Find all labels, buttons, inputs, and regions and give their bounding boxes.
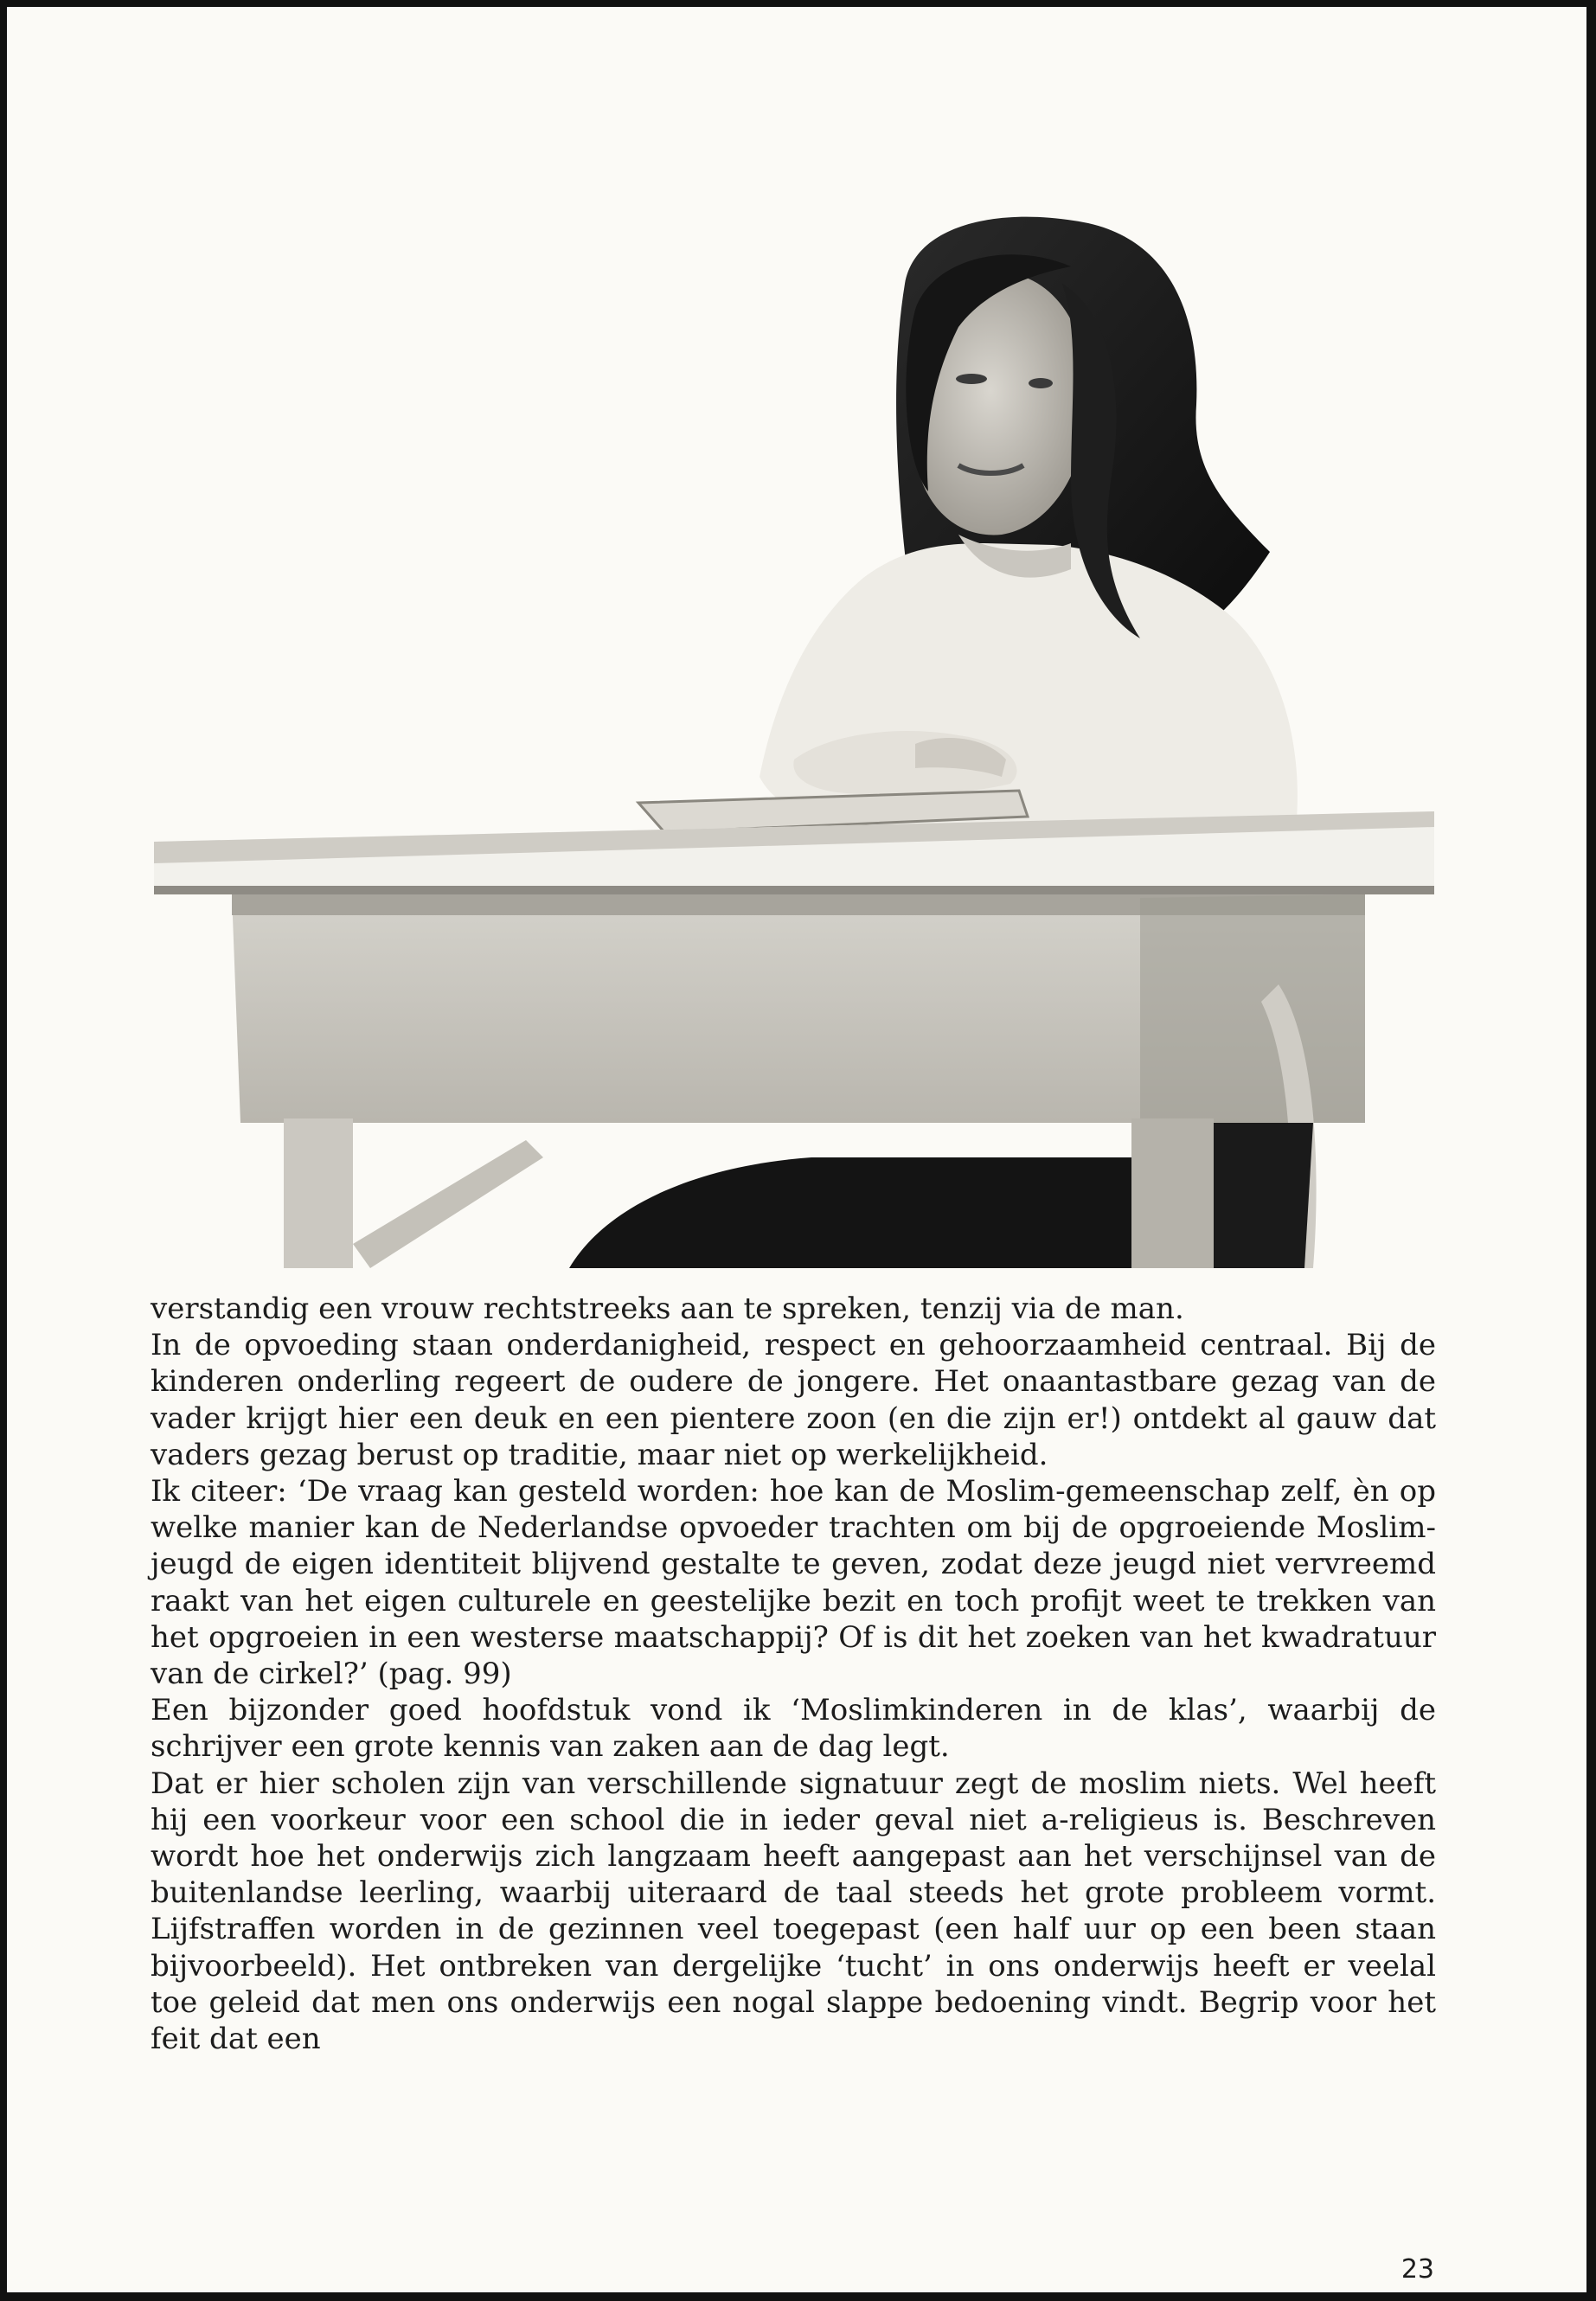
paragraph: Een bijzonder goed hoofdstuk vond ik ‘Moslimkinderen in de klas’, waarbij de schrijver een grote kennis van zaken aan de dag legt. <box>151 1693 1436 1765</box>
book-page <box>7 7 1586 2292</box>
desk-leg <box>284 1118 353 1268</box>
page-number: 23 <box>1401 2254 1434 2285</box>
paragraph: verstandig een vrouw rechtstreeks aan te spreken, tenzij via de man. <box>151 1292 1184 1326</box>
paragraph: Ik citeer: ‘De vraag kan gesteld worden: hoe kan de Moslim-gemeenschap zelf, èn op welke manier kan de Nederlandse opvoeder trachten om bij de opgroeiende Moslim-jeugd de eigen identiteit blijvend gestalte te geven, zodat deze jeugd niet vervreemd raakt van het eigen culturele en geestelijke bezit en toch profijt weet te trekken van het opgroeien in een westerse maatschappij? Of is dit het zoeken van het kwadratuur van de cirkel?’ (pag. 99) <box>151 1474 1436 1692</box>
paragraph: In de opvoeding staan onderdanigheid, respect en gehoorzaamheid centraal. Bij de kinderen onderling regeert de oudere de jongere. Het onaantastbare gezag van de vader krijgt hier een deuk en een pientere zoon (en die zijn er!) ontdekt al gauw dat vaders gezag berust op traditie, maar niet op werkelijkheid. <box>151 1328 1436 1472</box>
paragraph: Dat er hier scholen zijn van verschillende signatuur zegt de moslim niets. Wel heeft hij een voorkeur voor een school die in ieder geval niet a-religieus is. Beschreven wordt hoe het onderwijs zich langzaam heeft aangepast aan het verschijnsel van de buitenlandse leerling, waarbij uiteraard de taal steeds het grote probleem vormt. Lijfstraffen worden in de gezinnen veel toegepast (een half uur op een been staan bijvoorbeeld). Het ontbreken van dergelijke ‘tucht’ in ons onderwijs heeft er veelal toe geleid dat men ons onderwijs een nogal slappe bedoening vindt. Begrip voor het feit dat een <box>151 1766 1436 2057</box>
article-body <box>151 1291 1436 2057</box>
photograph-girl-at-desk <box>154 206 1434 1268</box>
desk-leg <box>1131 1118 1214 1268</box>
legs-shadow <box>569 1157 1131 1268</box>
